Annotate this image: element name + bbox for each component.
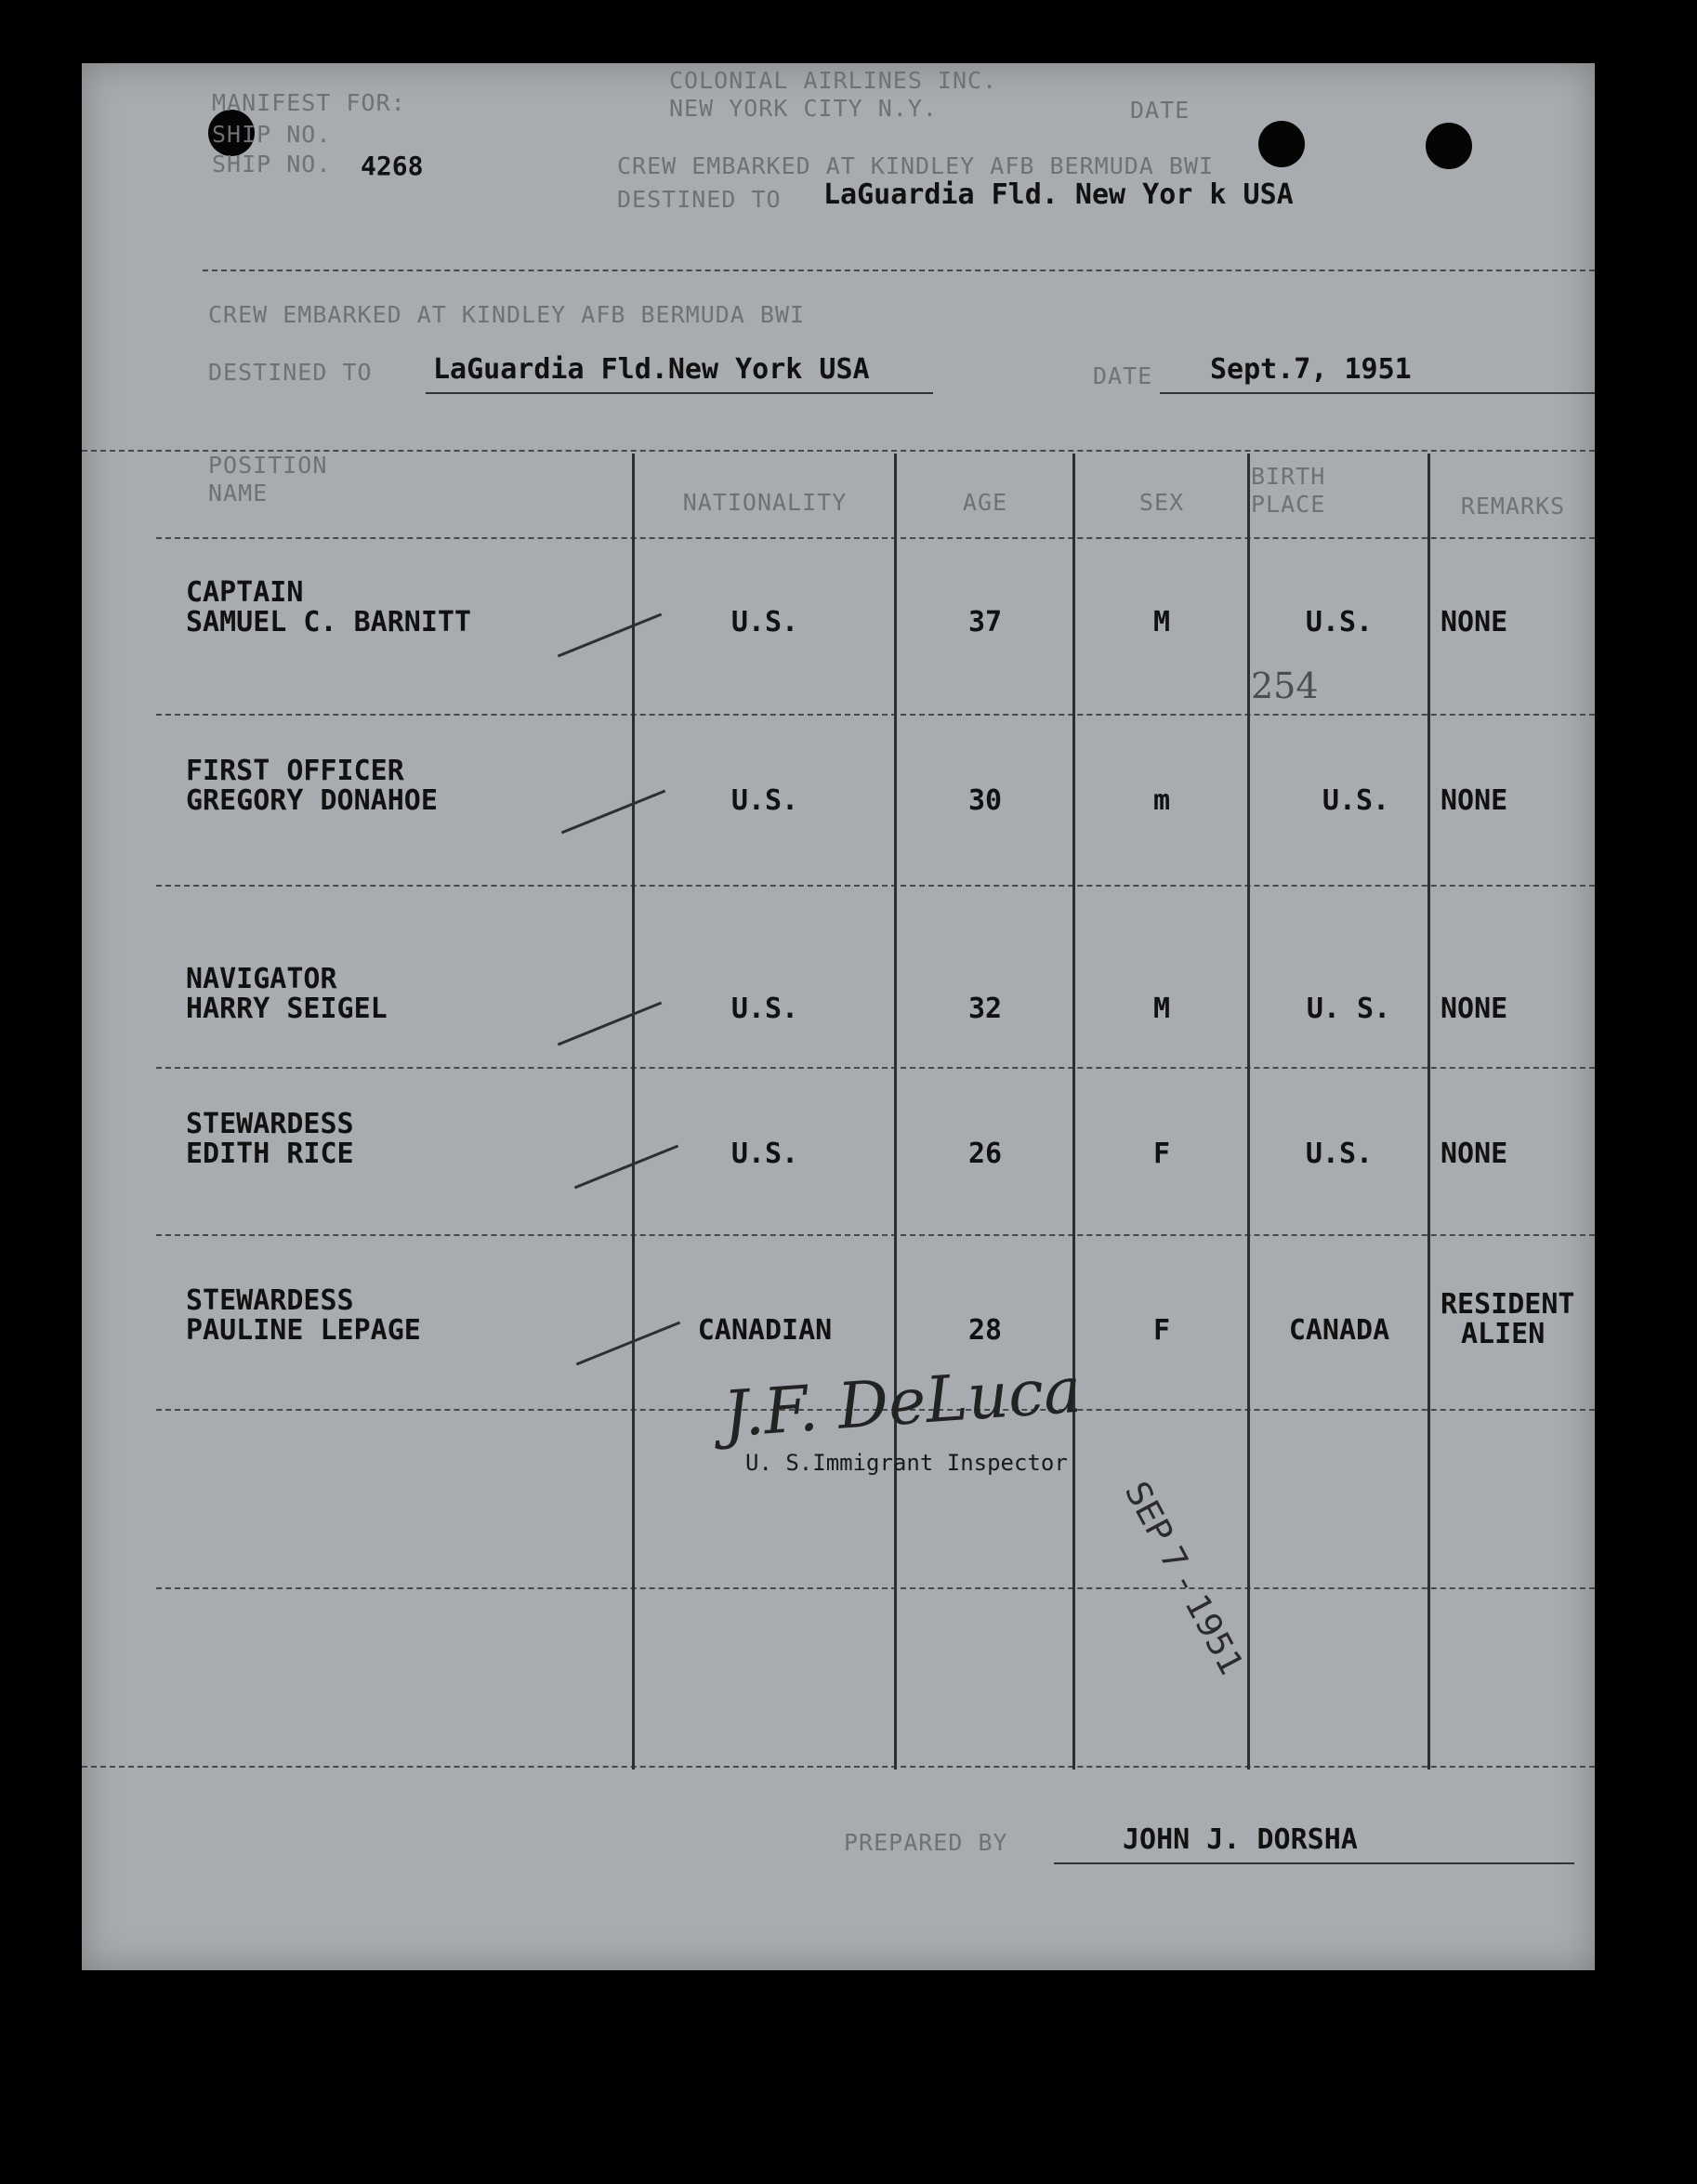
ship-no-value: 4268 [361,151,424,181]
row-age: 30 [967,784,1003,817]
row-1-bottom-line [156,714,1595,716]
row-age: 26 [967,1138,1003,1170]
header-date-label: DATE [1130,97,1191,124]
crew-embarked-top: CREW EMBARKED AT KINDLEY AFB BERMUDA BWI [617,152,1215,179]
row-remarks: NONE [1440,606,1508,638]
row-age: 32 [967,993,1003,1025]
row-2-bottom-line [156,885,1595,887]
row-sex: F [1152,1138,1171,1170]
header-place: PLACE [1251,491,1326,518]
row-birth-place: U.S. [1322,784,1390,817]
crew-embarked-text: CREW EMBARKED AT KINDLEY AFB BERMUDA BWI [208,301,806,328]
header-remarks: REMARKS [1460,493,1566,520]
manifest-sheet [82,63,1595,1970]
row-position: CAPTAIN [186,576,304,609]
row-birth-place: U. S. [1306,993,1391,1025]
row-nationality: CANADIAN [697,1314,833,1347]
header-sex: SEX [1138,489,1185,516]
date-stamp: SEP 7 - 1951 [1116,1476,1251,1682]
manifest-for-label: MANIFEST FOR: [212,89,406,116]
row-name: EDITH RICE [186,1138,354,1170]
row-age: 37 [967,606,1003,638]
col-divider-2 [894,454,897,1770]
ship-no-label-2: SHIP NO. [212,151,332,178]
row-name: HARRY SEIGEL [186,993,388,1025]
date-value: Sept.7, 1951 [1210,353,1412,386]
row-sex: m [1152,784,1171,817]
header-nationality: NATIONALITY [682,489,848,516]
table-bottom-line [82,1766,1595,1768]
col-divider-4 [1247,454,1250,1770]
destined-to-label: DESTINED TO [208,359,373,386]
header-name: NAME [208,480,269,507]
row-nationality: U.S. [730,1138,799,1170]
row-remarks-line-1: RESIDENT [1440,1288,1575,1321]
row-age: 28 [967,1314,1003,1347]
header-position: POSITION [208,452,328,479]
row-6-bottom-line [156,1587,1595,1589]
header-birth: BIRTH [1251,463,1326,490]
inspector-title: U. S.Immigrant Inspector [745,1450,1068,1476]
row-name: GREGORY DONAHOE [186,784,438,817]
row-sex: M [1152,606,1171,638]
row-remarks: NONE [1440,993,1508,1025]
col-divider-3 [1072,454,1075,1770]
prepared-by-label: PREPARED BY [844,1829,1008,1856]
row-remarks: NONE [1440,784,1508,817]
row-birth-place: CANADA [1288,1314,1390,1347]
row-birth-place: U.S. [1305,606,1374,638]
header-divider [203,270,1595,271]
row-position: STEWARDESS [186,1284,354,1317]
row-nationality: U.S. [730,606,799,638]
row-birth-place: U.S. [1305,1138,1374,1170]
row-remarks: NONE [1440,1138,1508,1170]
header-bottom-line [156,537,1595,539]
prepared-by-underline [1054,1862,1574,1864]
row-3-bottom-line [156,1067,1595,1069]
date-underline [1160,392,1595,394]
row-sex: M [1152,993,1171,1025]
date-label: DATE [1093,362,1153,389]
inspector-signature: J.F. DeLuca [720,1353,1085,1453]
row-position: NAVIGATOR [186,963,337,995]
stamp-number: 254 [1251,665,1319,706]
destined-to-top-label: DESTINED TO [617,186,782,213]
ship-no-label-1: SHIP NO. [212,121,332,148]
row-name: PAULINE LEPAGE [186,1314,421,1347]
row-nationality: U.S. [730,784,799,817]
col-divider-1 [632,454,635,1770]
row-4-bottom-line [156,1234,1595,1236]
row-position: FIRST OFFICER [186,755,404,787]
row-name: SAMUEL C. BARNITT [186,606,472,638]
prepared-by-value: JOHN J. DORSHA [1123,1823,1358,1856]
destined-to-underline [426,392,933,394]
destined-to-top-value: LaGuardia Fld. New Yor k USA [823,178,1294,211]
col-divider-5 [1427,454,1430,1770]
row-remarks-line-2: ALIEN [1461,1318,1546,1350]
punch-hole-middle [1258,121,1305,167]
company-city: NEW YORK CITY N.Y. [669,95,938,122]
row-position: STEWARDESS [186,1108,354,1140]
header-age: AGE [962,489,1008,516]
punch-hole-right [1426,123,1472,169]
row-sex: F [1152,1314,1171,1347]
row-nationality: U.S. [730,993,799,1025]
destined-to-value: LaGuardia Fld.New York USA [433,353,870,386]
company-name: COLONIAL AIRLINES INC. [669,67,998,94]
